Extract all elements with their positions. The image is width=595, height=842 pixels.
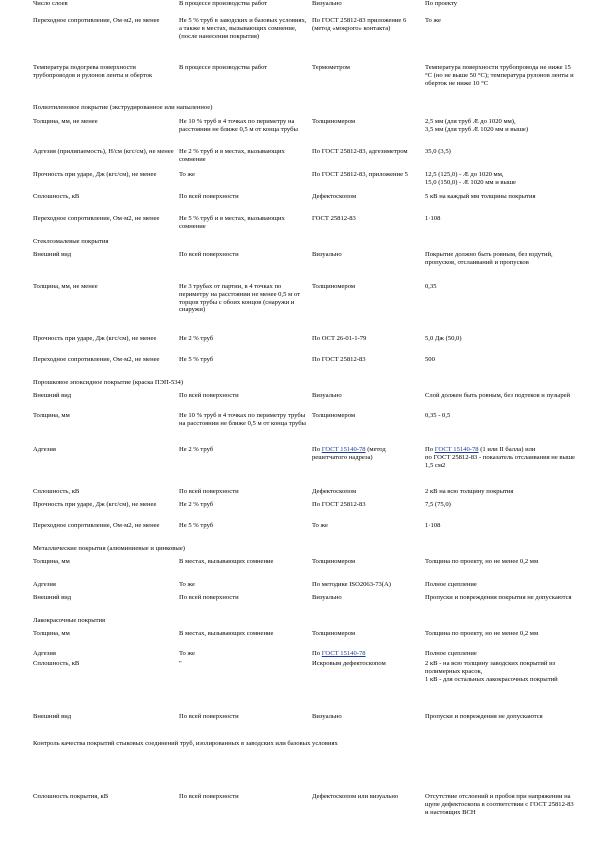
scope-cell: В процессе производства работ <box>179 64 268 71</box>
parameter-cell: Переходное сопротивление, Ом·м2, не менее <box>33 356 160 363</box>
requirement-cell: 1·108 <box>425 215 441 222</box>
text-before-link: По <box>312 650 322 657</box>
parameter-cell: Прочность при ударе, Дж (кгс/см), не менее <box>33 335 157 342</box>
requirement-cell: Покрытие должно быть ровным, без вздутий, пропусков, отслаиваний и пропусков <box>425 251 553 266</box>
method-cell: По методике ISO2063-73(А) <box>312 581 391 588</box>
method-cell: Термометром <box>312 64 350 71</box>
parameter-cell: Внешний вид <box>33 594 72 601</box>
method-cell: По ГОСТ 25812-83 <box>312 501 366 508</box>
method-cell: По ГОСТ 25812-83 приложение 6 (метод «мокрого» контакта) <box>312 17 407 32</box>
parameter-cell: Адгезия (прилипаемость), Н/см (кгс/см), не менее <box>33 148 174 155</box>
gost-link[interactable]: ГОСТ 15140-78 <box>321 650 366 657</box>
section-title: Лакокрасочные покрытия <box>33 617 106 624</box>
scope-cell: Не 5 % труб в заводских и базовых условиях, а также в местах, вызывающих сомнение, (после нанесения покрытия) <box>179 17 307 40</box>
parameter-cell: Толщина, мм <box>33 412 70 419</box>
requirement-cell: 2 кВ на всю толщину покрытия <box>425 488 514 495</box>
method-cell: Толщиномером <box>312 630 356 637</box>
method-cell: Визуально <box>312 594 342 601</box>
parameter-cell: Адгезия <box>33 650 56 657</box>
section-title: Полиэтиленовое покрытие (экструдированное или напыленное) <box>33 104 213 111</box>
parameter-cell: Переходное сопротивление, Ом·м2, не менее <box>33 215 160 222</box>
parameter-cell: Переходное сопротивление, Ом·м2, не менее <box>33 17 160 24</box>
section-title: Контроль качества покрытий стыковых соединений труб, изолированных в заводских или базовых условиях <box>33 740 338 747</box>
parameter-cell: Сплошность, кВ <box>33 193 80 200</box>
parameter-cell: Внешний вид <box>33 251 72 258</box>
parameter-cell: Прочность при ударе, Дж (кгс/см), не менее <box>33 501 157 508</box>
scope-cell: Не 5 % труб <box>179 522 214 529</box>
requirement-cell: Полное сцепление <box>425 581 477 588</box>
method-cell: Толщиномером <box>312 558 356 565</box>
text-after-link: (1 или II балла) или по ГОСТ 25812-83 - показатель отслаивания не выше 1,5 см2 <box>425 446 575 469</box>
scope-cell: Не 2 % труб <box>179 446 214 453</box>
method-cell <box>312 446 422 462</box>
requirement-cell: То же <box>425 17 441 24</box>
method-cell: Толщиномером <box>312 118 356 125</box>
method-cell: Толщиномером <box>312 283 356 290</box>
requirement-cell: 1·108 <box>425 522 441 529</box>
requirement-cell: 2 кВ - на всю толщину заводских покрытий из полимерных красок, 1 кВ - для остальных лакокрасочных покрытий <box>425 660 558 683</box>
parameter-cell: Толщина, мм <box>33 558 70 565</box>
scope-cell: " <box>179 660 182 667</box>
scope-cell: В местах, вызывающих сомнение <box>179 630 274 637</box>
gost-link[interactable]: ГОСТ 15140-78 <box>321 446 366 453</box>
method-cell: Искровым дефектоскопом <box>312 660 386 667</box>
scope-cell: В местах, вызывающих сомнение <box>179 558 274 565</box>
requirement-cell: Полное сцепление <box>425 650 477 657</box>
parameter-cell: Адгезия <box>33 581 56 588</box>
scope-cell: Не 2 % труб и в местах, вызывающих сомнение <box>179 148 285 163</box>
scope-cell: Не 5 % труб и в местах, вызывающих сомнение <box>179 215 285 230</box>
method-cell: Дефектоскопом <box>312 488 357 495</box>
parameter-cell: Внешний вид <box>33 713 72 720</box>
method-cell: Визуально <box>312 0 342 7</box>
scope-cell: По всей поверхности <box>179 251 239 258</box>
requirement-cell: По проекту <box>425 0 458 7</box>
scope-cell: По всей поверхности <box>179 193 239 200</box>
method-cell: Толщиномером <box>312 412 356 419</box>
parameter-cell: Прочность при ударе, Дж (кгс/см), не менее <box>33 171 157 178</box>
parameter-cell: Толщина, мм, не менее <box>33 118 98 125</box>
method-cell: По ГОСТ 25812-83, адгезиметром <box>312 148 408 155</box>
requirement-cell: 7,5 (75,0) <box>425 501 451 508</box>
scope-cell: По всей поверхности <box>179 488 239 495</box>
text-before-link: По <box>425 446 435 453</box>
requirement-cell: Толщина по проекту, но не менее 0,2 мм <box>425 558 539 565</box>
parameter-cell: Температура подогрева поверхности трубопроводов и рулонов ленты и оберток <box>33 64 153 79</box>
scope-cell: Не 10 % труб в 4 точках по периметру трубы на расстоянии не ближе 0,5 м от конца трубы <box>179 412 306 427</box>
parameter-cell: Сплошность, кВ <box>33 488 80 495</box>
requirement-cell <box>425 446 575 469</box>
requirement-cell: Отсутствие отслоений и пробоя при напряжении на щупе дефектоскопа в соответствии с ГОСТ 25812-83 и настоящих ВСН <box>425 793 574 816</box>
scope-cell: Не 5 % труб <box>179 356 214 363</box>
scope-cell: Не 3 трубах от партии, в 4 точках по периметру на расстоянии не менее 0,5 м от торцов трубы с обоих концов (снаружи и снаружи) <box>179 283 300 314</box>
requirement-cell: 12,5 (125,0) - Æ до 1020 мм, 15,0 (150,0) - Æ 1020 мм и выше <box>425 171 516 186</box>
parameter-cell: Адгезия <box>33 446 56 453</box>
requirement-cell: 500 <box>425 356 435 363</box>
parameter-cell: Переходное сопротивление, Ом·м2, не менее <box>33 522 160 529</box>
scope-cell: По всей поверхности <box>179 594 239 601</box>
requirement-cell: 5,0 Дж (50,0) <box>425 335 462 342</box>
parameter-cell: Число слоев <box>33 0 68 7</box>
requirement-cell: Пропуски и повреждения покрытия не допускаются <box>425 594 572 601</box>
parameter-cell: Толщина, мм <box>33 630 70 637</box>
gost-link[interactable]: ГОСТ 15140-78 <box>434 446 479 453</box>
method-cell: По ГОСТ 25812-83 <box>312 356 366 363</box>
method-cell: Визуально <box>312 251 342 258</box>
method-cell <box>312 650 422 658</box>
method-cell: Дефектоскопом <box>312 193 357 200</box>
section-title: Порошковое эпоксидное покрытие (краска ПЭП-534) <box>33 379 184 386</box>
text-after-link: (метод решетчатого надреза) <box>312 446 386 461</box>
method-cell: По ОСТ 26-01-1-79 <box>312 335 367 342</box>
scope-cell: Не 10 % труб в 4 точках по периметру на расстоянии не ближе 0,5 м от конца трубы <box>179 118 298 133</box>
parameter-cell: Внешний вид <box>33 392 72 399</box>
scope-cell: То же <box>179 650 195 657</box>
text-before-link: По <box>312 446 322 453</box>
parameter-cell: Сплошность покрытия, кВ <box>33 793 109 800</box>
method-cell: То же <box>312 522 328 529</box>
requirement-cell: Толщина по проекту, но не менее 0,2 мм <box>425 630 539 637</box>
section-title: Металлические покрытия (алюминиевые и цинковые) <box>33 545 185 552</box>
requirement-cell: 0,35 - 0,5 <box>425 412 451 419</box>
requirement-cell: 0,35 <box>425 283 437 290</box>
requirement-cell: Температура поверхности трубопровода не ниже 15 °С (но не выше 50 °С); температура рулонов ленты и оберток не ниже 10 °С <box>425 64 574 87</box>
method-cell: Дефектоскопом или визуально <box>312 793 399 800</box>
parameter-cell: Толщина, мм, не менее <box>33 283 98 290</box>
scope-cell: В процессе производства работ <box>179 0 268 7</box>
method-cell: По ГОСТ 25812-83, приложение 5 <box>312 171 408 178</box>
requirement-cell: 35,0 (3,5) <box>425 148 451 155</box>
requirement-cell: 5 кВ на каждый мм толщины покрытия <box>425 193 536 200</box>
requirement-cell: 2,5 мм (для труб Æ до 1020 мм), 3,5 мм (для труб Æ 1020 мм и выше) <box>425 118 529 133</box>
scope-cell: То же <box>179 581 195 588</box>
method-cell: ГОСТ 25812-83 <box>312 215 356 222</box>
scope-cell: То же <box>179 171 195 178</box>
section-title: Стеклоэмалевые покрытия <box>33 238 109 245</box>
requirement-cell: Пропуски и повреждения не допускаются <box>425 713 543 720</box>
requirement-cell: Слой должен быть ровным, без подтеков и пузырей <box>425 392 571 399</box>
method-cell: Визуально <box>312 713 342 720</box>
method-cell: Визуально <box>312 392 342 399</box>
scope-cell: По всей поверхности <box>179 713 239 720</box>
scope-cell: По всей поверхности <box>179 392 239 399</box>
scope-cell: По всей поверхности <box>179 793 239 800</box>
scope-cell: Не 2 % труб <box>179 501 214 508</box>
scope-cell: Не 2 % труб <box>179 335 214 342</box>
parameter-cell: Сплошность, кВ <box>33 660 80 667</box>
